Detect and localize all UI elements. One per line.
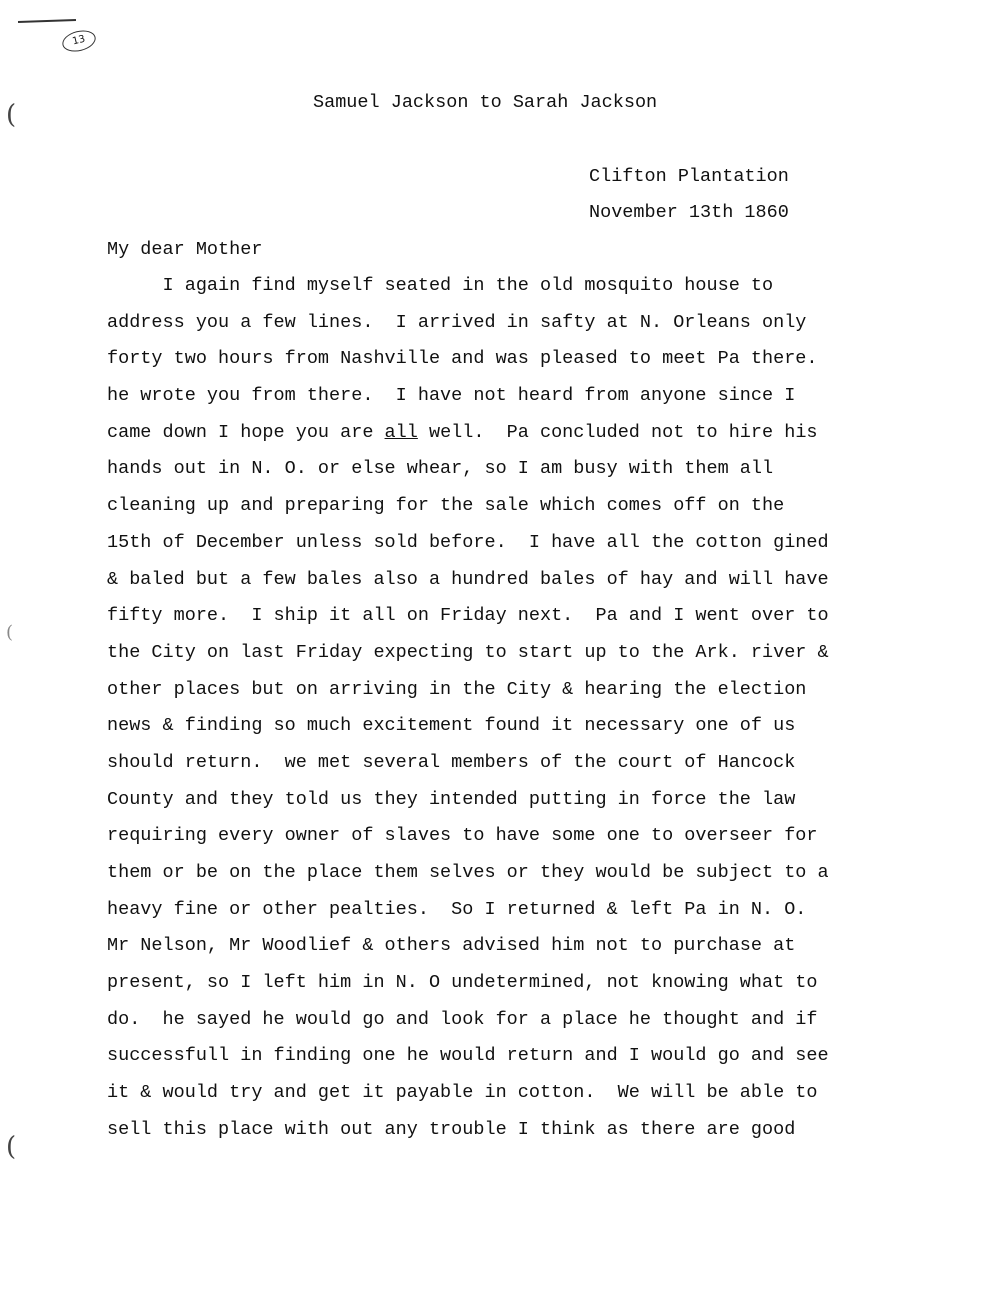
body-line: hands out in N. O. or else whear, so I am busy with them all bbox=[107, 458, 774, 480]
body-line: it & would try and get it payable in cotton. We will be able to bbox=[107, 1082, 818, 1104]
body-line: the City on last Friday expecting to start up to the Ark. river & bbox=[107, 641, 829, 663]
margin-bracket-mark: ( bbox=[6, 622, 14, 643]
body-line: do. he sayed he would go and look for a place he thought and if bbox=[107, 1008, 818, 1030]
body-line: present, so I left him in N. O undetermined, not knowing what to bbox=[107, 972, 818, 994]
body-line: successfull in finding one he would return and I would go and see bbox=[107, 1045, 829, 1067]
body-line: news & finding so much excitement found it necessary one of us bbox=[107, 715, 796, 737]
pen-dash-mark bbox=[18, 19, 76, 23]
body-line: fifty more. I ship it all on Friday next. Pa and I went over to bbox=[107, 605, 829, 627]
line-segment: well. Pa concluded not to hire his bbox=[417, 421, 818, 443]
body-line: sell this place with out any trouble I think as there are good bbox=[107, 1118, 796, 1140]
body-line: requiring every owner of slaves to have some one to overseer for bbox=[107, 825, 818, 847]
letter-body bbox=[107, 275, 987, 1156]
underlined-word: all bbox=[384, 421, 418, 443]
body-line: Mr Nelson, Mr Woodlief & others advised him not to purchase at bbox=[107, 935, 796, 957]
body-line: should return. we met several members of the court of Hancock bbox=[107, 751, 796, 773]
letter-place: Clifton Plantation bbox=[589, 166, 789, 187]
margin-bracket-mark: ( bbox=[6, 100, 17, 130]
body-line: forty two hours from Nashville and was pleased to meet Pa there. bbox=[107, 348, 818, 370]
body-line: County and they told us they intended putting in force the law bbox=[107, 788, 796, 810]
body-line: them or be on the place them selves or they would be subject to a bbox=[107, 862, 829, 883]
body-line-underlined bbox=[107, 422, 987, 459]
body-line: cleaning up and preparing for the sale which comes off on the bbox=[107, 495, 785, 517]
body-line: address you a few lines. I arrived in safty at N. Orleans only bbox=[107, 311, 807, 333]
body-line: & baled but a few bales also a hundred bales of hay and will have bbox=[107, 568, 829, 590]
body-line: other places but on arriving in the City & hearing the election bbox=[107, 678, 807, 700]
body-line: heavy fine or other pealties. So I returned & left Pa in N. O. bbox=[107, 898, 807, 920]
letter-salutation: My dear Mother bbox=[107, 239, 263, 260]
letter-date: November 13th 1860 bbox=[589, 202, 789, 223]
margin-bracket-mark: ( bbox=[6, 1132, 17, 1162]
circled-page-number: 13 bbox=[60, 27, 98, 55]
body-line: I again find myself seated in the old mosquito house to bbox=[107, 275, 774, 296]
letter-title: Samuel Jackson to Sarah Jackson bbox=[313, 92, 658, 113]
line-segment: came down I hope you are bbox=[107, 421, 385, 443]
body-line: 15th of December unless sold before. I have all the cotton gined bbox=[107, 531, 829, 553]
body-line: he wrote you from there. I have not heard from anyone since I bbox=[107, 385, 796, 407]
